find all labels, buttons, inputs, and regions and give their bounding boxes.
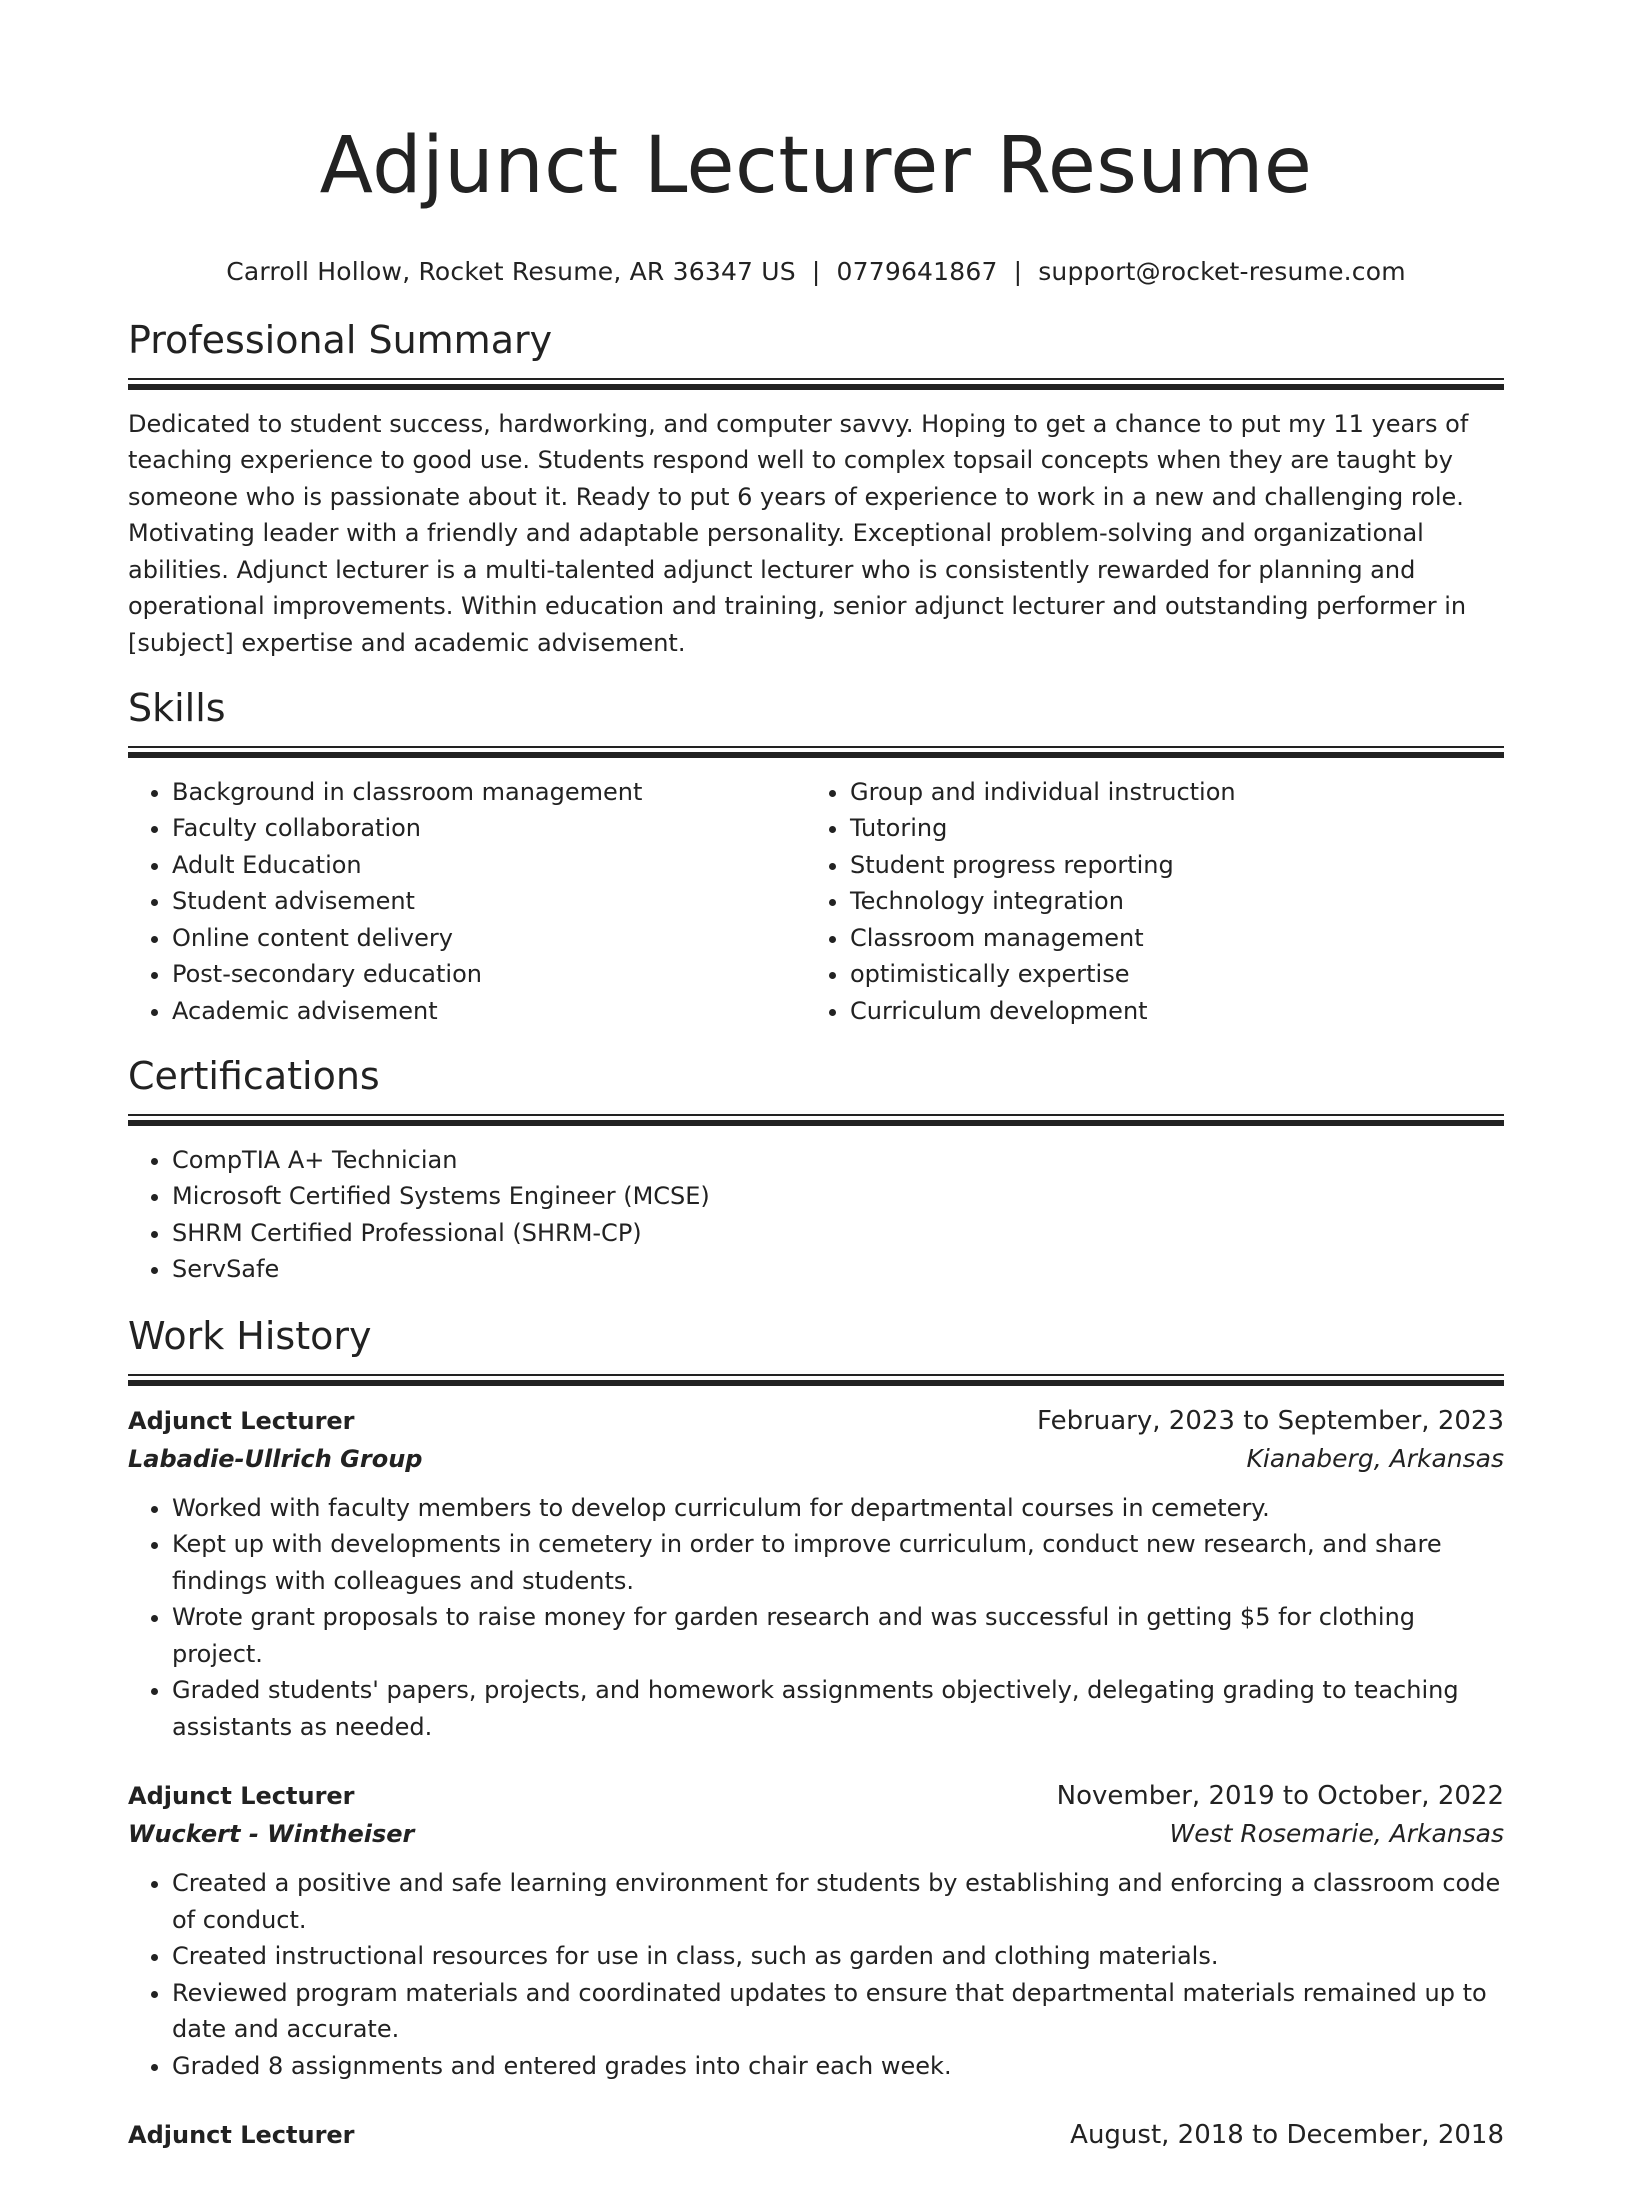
job-subheader <box>128 1440 1504 1478</box>
job-location: West Rosemarie, Arkansas <box>1169 1819 1504 1849</box>
skill-item: • Technology integration <box>850 883 1504 920</box>
job-header <box>128 1402 1504 1440</box>
job-entry <box>128 1402 1504 1746</box>
job-bullet: • Worked with faculty members to develop curriculum for departmental courses in cemetery. <box>172 1490 1504 1527</box>
job-bullet: • Kept up with developments in cemetery in order to improve curriculum, conduct new research, and share findings with colleagues and students. <box>172 1526 1504 1599</box>
job-company: Labadie-Ullrich Group <box>128 1444 423 1473</box>
job-bullet: • Wrote grant proposals to raise money for garden research and was successful in getting $5 for clothing project. <box>172 1599 1504 1672</box>
section-divider <box>128 1374 1504 1386</box>
section-divider <box>128 746 1504 758</box>
job-dates: November, 2019 to October, 2022 <box>1056 1781 1504 1812</box>
section-divider <box>128 378 1504 390</box>
work-history-section <box>128 1314 1504 2186</box>
skill-item: • Student advisement <box>172 883 806 920</box>
job-bullet: • Graded 8 assignments and entered grades into chair each week. <box>172 2048 1504 2085</box>
contact-email[interactable]: support@rocket-resume.com <box>1038 257 1406 287</box>
job-company: Wuckert - Wintheiser <box>128 1820 415 1849</box>
skills-list-right <box>806 774 1504 1030</box>
job-bullet: • Reviewed program materials and coordinated updates to ensure that departmental materials remained up to date and accurate. <box>172 1975 1504 2048</box>
job-header <box>128 1777 1504 1815</box>
section-heading-skills: Skills <box>128 686 226 730</box>
skills-list-left <box>128 774 806 1030</box>
section-heading-work-history: Work History <box>128 1314 372 1358</box>
skill-item: • optimistically expertise <box>850 956 1504 993</box>
job-subheader <box>128 1815 1504 1853</box>
summary-section <box>128 318 1504 661</box>
job-title: Adjunct Lecturer <box>128 1406 355 1435</box>
certification-item: • Microsoft Certified Systems Engineer (MCSE) <box>172 1178 1504 1215</box>
skill-item: • Group and individual instruction <box>850 774 1504 811</box>
skill-item: • Academic advisement <box>172 993 806 1030</box>
resume-page <box>128 0 1504 2151</box>
skill-item: • Student progress reporting <box>850 847 1504 884</box>
job-bullet-list <box>128 1865 1504 2084</box>
contact-phone: 0779641867 <box>836 257 998 287</box>
certification-item: • CompTIA A+ Technician <box>172 1142 1504 1179</box>
job-bullet: • Created instructional resources for use in class, such as garden and clothing materials. <box>172 1938 1504 1975</box>
certifications-list <box>128 1142 1504 1288</box>
job-bullet: • Created a positive and safe learning environment for students by establishing and enforcing a classroom code of conduct. <box>172 1865 1504 1938</box>
section-divider <box>128 1114 1504 1126</box>
page-title: Adjunct Lecturer Resume <box>319 121 1313 211</box>
job-title: Adjunct Lecturer <box>128 2121 355 2150</box>
job-dates: August, 2018 to December, 2018 <box>1070 2120 1504 2151</box>
skills-section <box>128 686 1504 1029</box>
skill-item: • Online content delivery <box>172 920 806 957</box>
section-heading-summary: Professional Summary <box>128 318 553 362</box>
skill-item: • Background in classroom management <box>172 774 806 811</box>
contact-separator: | <box>811 257 821 287</box>
job-dates: February, 2023 to September, 2023 <box>1037 1405 1504 1436</box>
skill-item: • Classroom management <box>850 920 1504 957</box>
contact-separator: | <box>1013 257 1023 287</box>
job-bullet: • Graded students' papers, projects, and homework assignments objectively, delegating grading to teaching assistants as needed. <box>172 1672 1504 1745</box>
job-location: Kianaberg, Arkansas <box>1246 1443 1504 1473</box>
summary-text: Dedicated to student success, hardworking, and computer savvy. Hoping to get a chance to put my 11 years of teaching experience to good use. Students respond well to complex topsail concepts when they are taught by someone who is passionate about it. Ready to put 6 years of experience to work in a new and challenging role. Motivating leader with a friendly and adaptable personality. Exceptional problem-solving and organizational abilities. Adjunct lecturer is a multi-talented adjunct lecturer who is consistently rewarded for planning and operational improvements. Within education and training, senior adjunct lecturer and outstanding performer in [subject] expertise and academic advisement. <box>128 409 1469 657</box>
job-header <box>128 2116 1504 2154</box>
contact-address: Carroll Hollow, Rocket Resume, AR 36347 US <box>226 257 796 287</box>
skills-grid <box>128 774 1504 1030</box>
contact-line <box>128 257 1504 287</box>
job-entry <box>128 1777 1504 2084</box>
section-heading-certifications: Certifications <box>128 1054 380 1098</box>
skill-item: • Adult Education <box>172 847 806 884</box>
skill-item: • Curriculum development <box>850 993 1504 1030</box>
job-entry <box>128 2116 1504 2154</box>
certifications-section <box>128 1054 1504 1288</box>
skill-item: • Post-secondary education <box>172 956 806 993</box>
job-title: Adjunct Lecturer <box>128 1782 355 1811</box>
skill-item: • Faculty collaboration <box>172 810 806 847</box>
job-bullet-list <box>128 1490 1504 1746</box>
certification-item: • SHRM Certified Professional (SHRM-CP) <box>172 1215 1504 1252</box>
skill-item: • Tutoring <box>850 810 1504 847</box>
certification-item: • ServSafe <box>172 1251 1504 1288</box>
